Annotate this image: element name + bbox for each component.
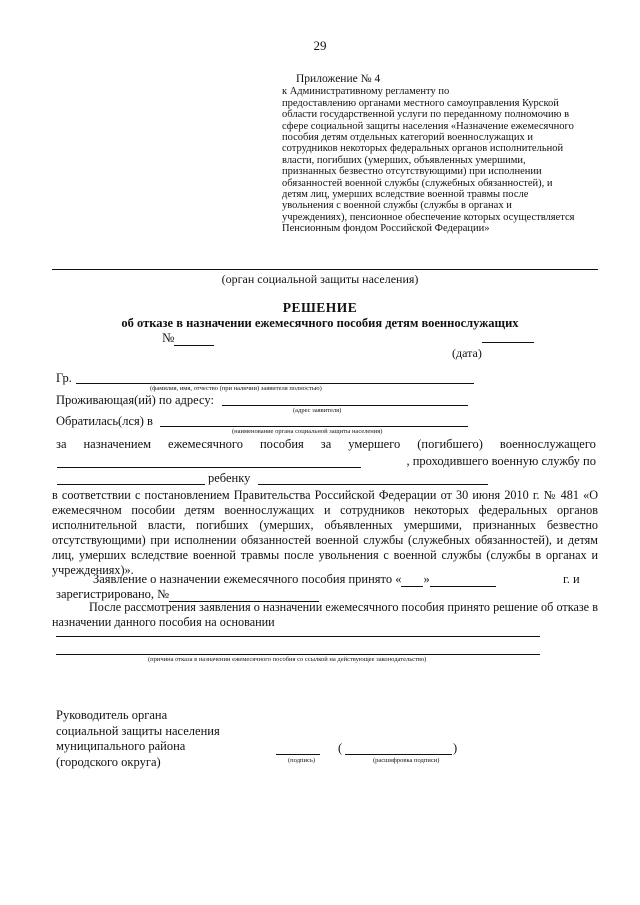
signature-line: (городского округа) [56, 754, 161, 769]
decode-open: ( [338, 741, 343, 755]
body-word: умершего [348, 437, 401, 451]
citizen-field[interactable] [76, 383, 474, 384]
statement-text [93, 572, 496, 587]
statement-part-a: Заявление о назначении ежемесячного пособия принято « [93, 572, 402, 586]
signature-field[interactable] [276, 754, 320, 755]
appendix-block [282, 74, 602, 235]
organ-underline [52, 269, 598, 270]
address-caption: (адрес заявителя) [293, 407, 342, 414]
signature-line: муниципального района [56, 739, 186, 753]
decision-number [162, 330, 214, 346]
appendix-title: Приложение № 4 [296, 73, 381, 85]
appendix-line: пособия детям отдельных категорий военнослужащих и [282, 132, 533, 144]
statement-year: г. и [563, 572, 580, 586]
after-review-paragraph: После рассмотрения заявления о назначении ежемесячного пособия принято решение об отказе в назначении данного пособия на основании [52, 600, 598, 629]
citizen-label: Гр. [56, 371, 72, 385]
body-word: ежемесячного [168, 437, 243, 451]
deceased-name-field[interactable] [57, 467, 361, 468]
body-word: пособия [259, 437, 304, 451]
body-line-1 [56, 437, 596, 452]
appendix-line: к Административному регламенту по [282, 86, 450, 98]
decision-subtitle: об отказе в назначении ежемесячного пособия детям военнослужащих [121, 316, 519, 330]
applied-field[interactable] [160, 426, 468, 427]
statement-month-field[interactable] [430, 574, 496, 587]
applied-caption: (наименование органа социальной защиты населения) [232, 428, 383, 435]
body-word: (погибшего) [417, 437, 483, 451]
date-field[interactable] [482, 342, 534, 343]
reason-caption: (причина отказа в назначении ежемесячного пособия со ссылкой на действующее законодательство) [148, 656, 427, 663]
body-word: военнослужащего [499, 437, 596, 451]
resolution-paragraph: в соответствии с постановлением Правительства Российской Федерации от 30 июня 2010 г. № 481 «О ежемесячном пособии детям военнослужащих и сотрудников некоторых федеральных органов исполнительной власти, погибших (умерших, объявленных умершими, признанных безвестно отсутствующими) при исполнении обязанностей военной службы (служебных обязанностей), и детям лиц, умерших вследствие военной травмы после увольнения с военной службы (службы в органах и учреждениях)». [52, 488, 598, 577]
statement-day-field[interactable] [401, 574, 423, 587]
organ-caption: (орган социальной защиты населения) [221, 272, 419, 286]
service-field[interactable] [57, 484, 205, 485]
appendix-line: обязанностей военной службы (служебных обязанностей), и [282, 177, 553, 189]
number-label: № [162, 330, 175, 345]
address-field[interactable] [222, 405, 468, 406]
address-label: Проживающая(ий) по адресу: [56, 393, 214, 407]
signature-line: Руководитель органа [56, 708, 168, 722]
child-name-field[interactable] [258, 484, 488, 485]
number-field[interactable] [174, 333, 214, 346]
appendix-line: власти, погибших (умерших, объявленных умершими, [282, 154, 526, 166]
signature-caption: (подпись) [288, 757, 315, 764]
statement-part-b: » [423, 572, 430, 586]
appendix-line: сфере социальной защиты населения «Назначение ежемесячного [282, 120, 574, 132]
decode-caption: (расшифровка подписи) [373, 757, 440, 764]
page-number: 29 [313, 38, 327, 53]
appendix-line: признанных безвестно отсутствующими) при исполнении [282, 166, 542, 178]
applied-label: Обратилась(лся) в [56, 414, 153, 428]
reason-field-2[interactable] [56, 654, 540, 655]
signature-line: социальной защиты населения [56, 723, 220, 738]
signature-block [56, 708, 256, 770]
decode-close: ) [453, 741, 458, 755]
appendix-line: детям лиц, умерших вследствие военной травмы после [282, 189, 529, 201]
appendix-line: сотрудников некоторых федеральных органов исполнительной [282, 143, 564, 155]
decode-field[interactable] [345, 754, 452, 755]
reason-field-1[interactable] [56, 636, 540, 637]
body-line-2-tail: , проходившего военную службу по [406, 454, 596, 468]
appendix-line: предоставлению органами местного самоуправления Курской [282, 97, 559, 109]
body-word: за [56, 437, 67, 451]
registered-label: зарегистрировано, № [56, 587, 170, 601]
appendix-line: учреждениях), пенсионное обеспечение которых осуществляется [282, 211, 575, 223]
appendix-line: области государственной услуги по переданному полномочию в [282, 109, 570, 121]
child-label: ребенку [208, 471, 251, 485]
date-label: (дата) [452, 346, 482, 360]
body-word: назначением [83, 437, 152, 451]
body-word: за [320, 437, 332, 451]
decision-title: РЕШЕНИЕ [282, 300, 358, 315]
appendix-line: Пенсионным фондом Российской Федерации» [282, 223, 490, 235]
citizen-caption: (фамилия, имя, отчество (при наличии) заявителя полностью) [150, 385, 322, 392]
appendix-line: увольнения с военной службы (службы в органах и [282, 200, 512, 212]
